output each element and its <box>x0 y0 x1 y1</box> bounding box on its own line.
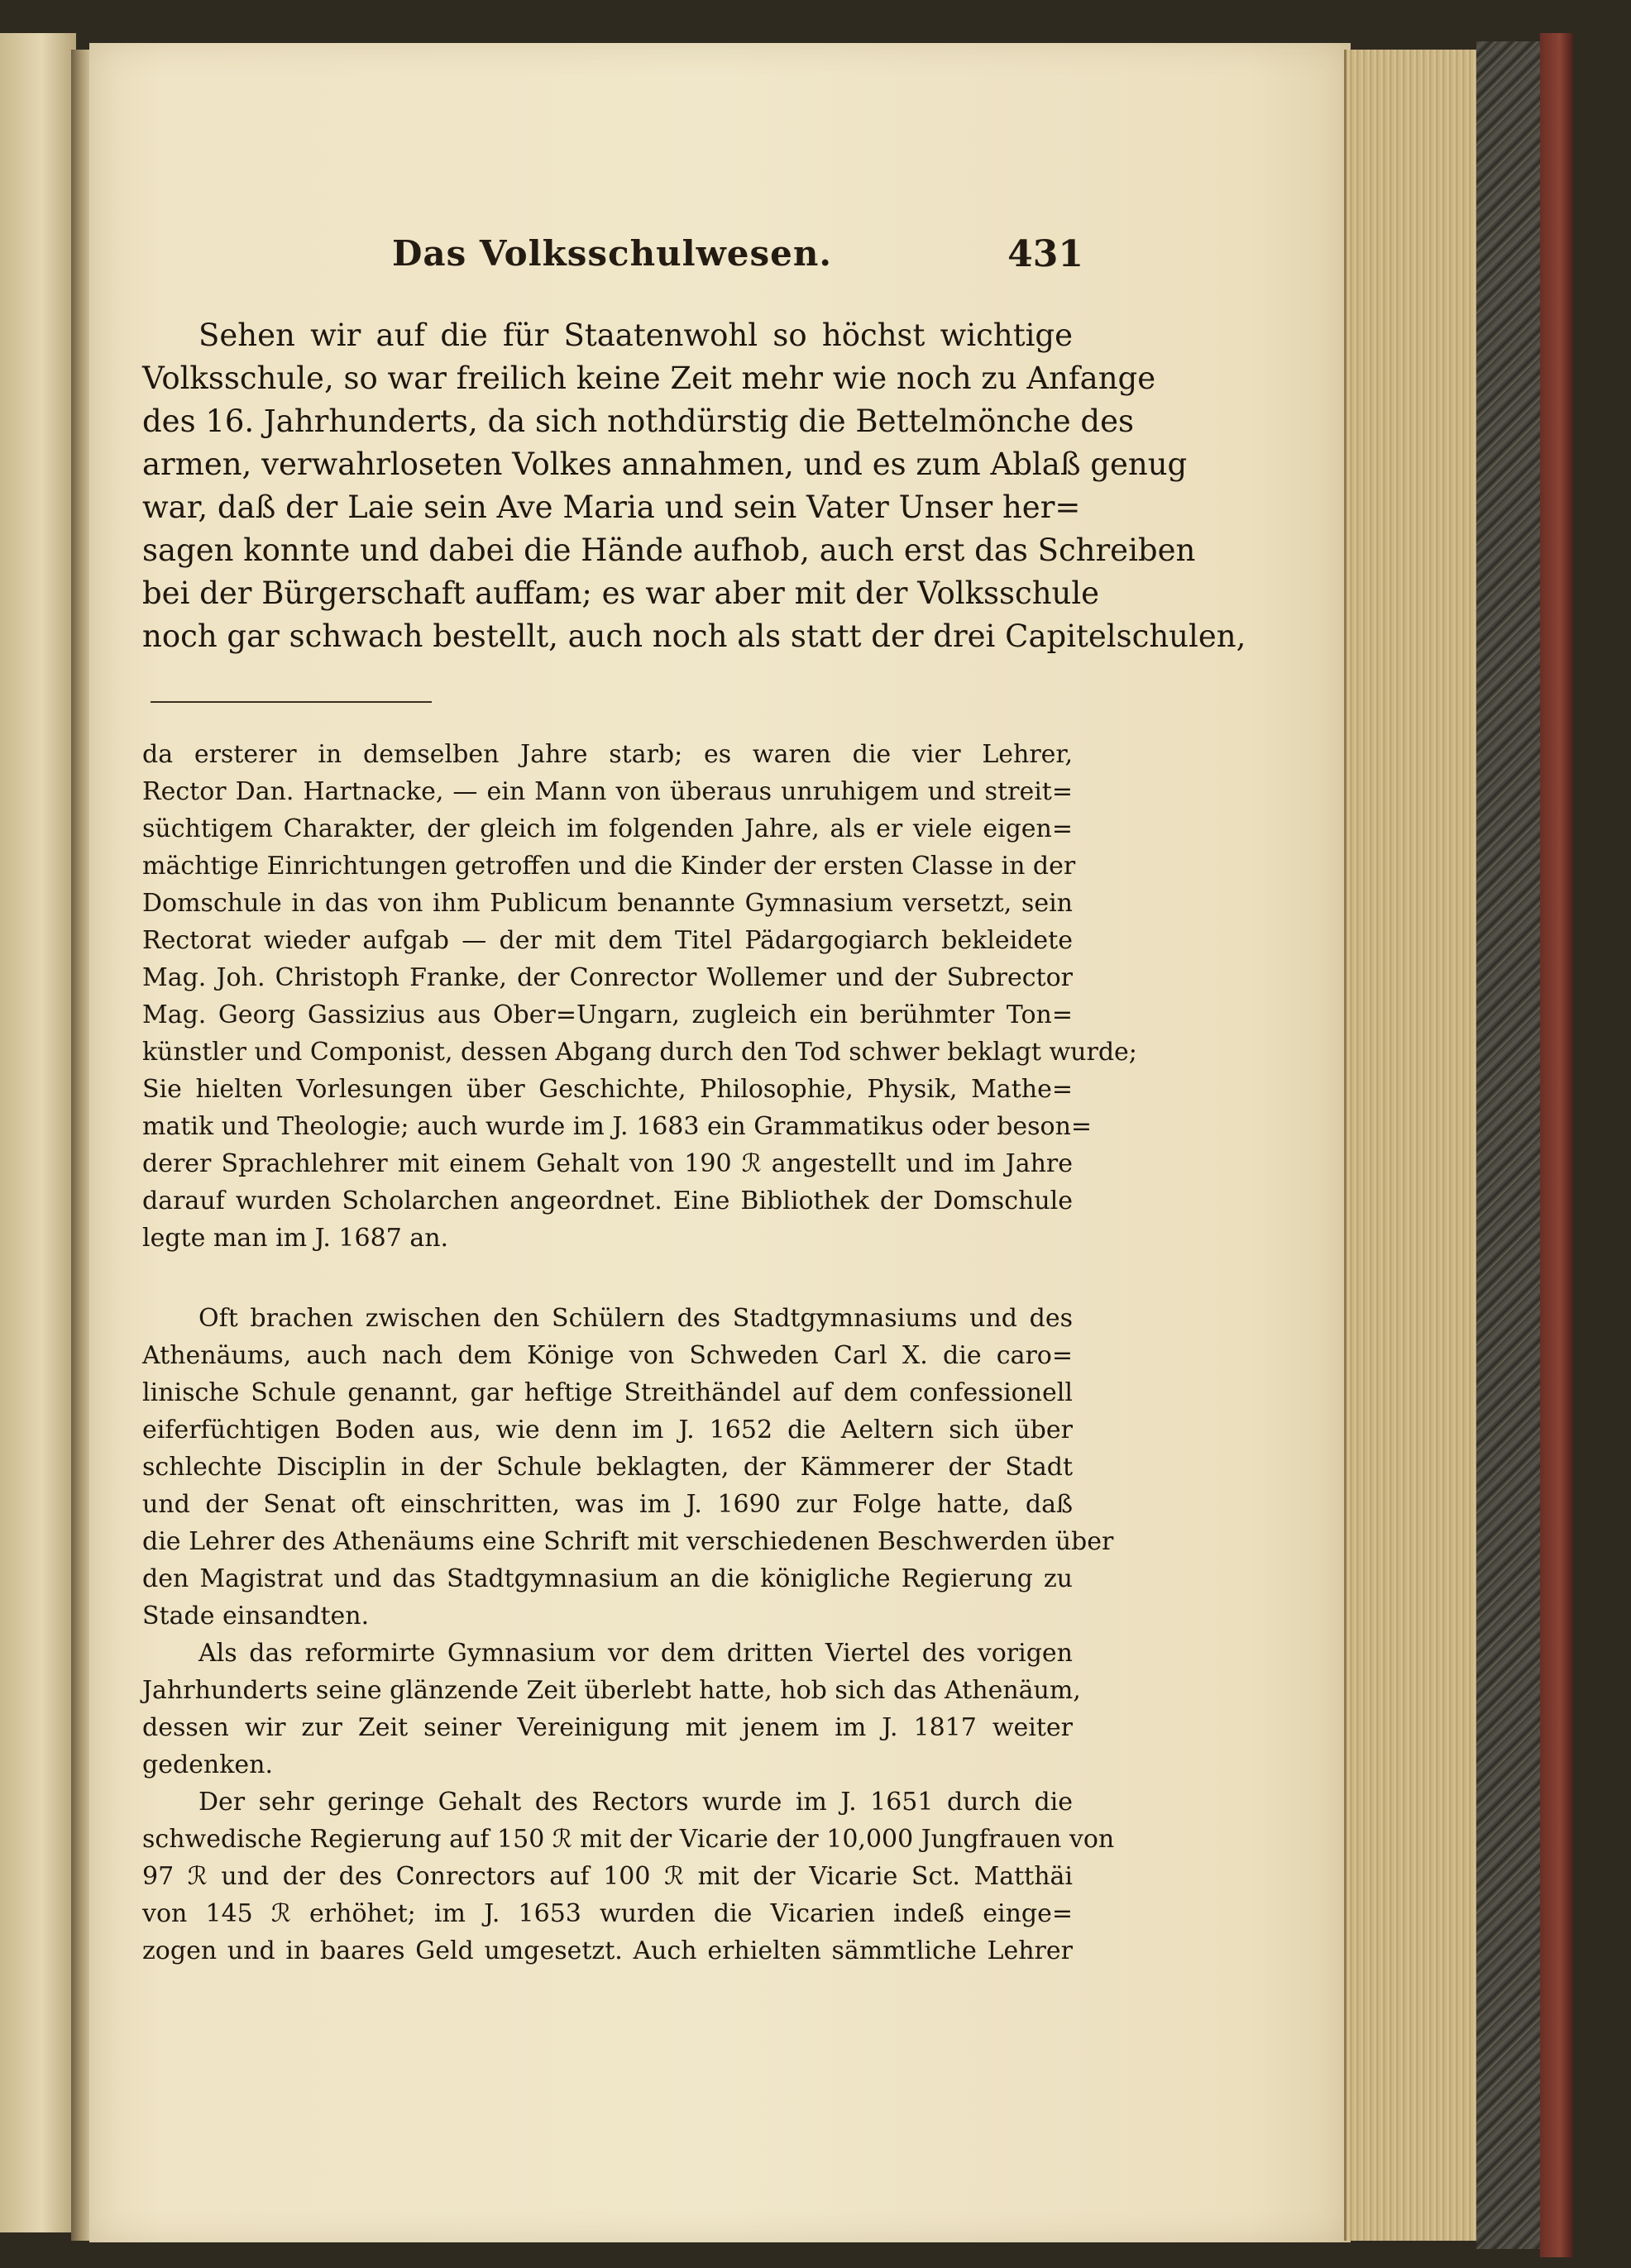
footnote-line: süchtigem Charakter, der gleich im folgenden Jahre, als er viele eigen= <box>142 814 1073 843</box>
text-line: Sehen wir auf die für Staatenwohl so höchst wichtige <box>198 318 1073 353</box>
footnote-line: da ersterer in demselben Jahre starb; es waren die vier Lehrer, <box>142 740 1073 769</box>
footnote-line: derer Sprachlehrer mit einem Gehalt von 190 ℛ angestellt und im Jahre <box>142 1149 1073 1178</box>
marbled-cover-edge <box>1476 41 1543 2249</box>
text-line: die Lehrer des Athenäums eine Schrift mit verschiedenen Beschwerden über <box>142 1527 1114 1556</box>
text-line: dessen wir zur Zeit seiner Vereinigung mit jenem im J. 1817 weiter <box>142 1713 1073 1742</box>
text-line: armen, verwahrloseten Volkes annahmen, und es zum Ablaß genug <box>142 446 1188 482</box>
text-line: zogen und in baares Geld umgesetzt. Auch erhielten sämmtliche Lehrer <box>142 1936 1073 1965</box>
text-line: schwedische Regierung auf 150 ℛ mit der Vicarie der 10,000 Jungfrauen von <box>142 1825 1115 1854</box>
footnote-line: darauf wurden Scholarchen angeordnet. Eine Bibliothek der Domschule <box>142 1187 1073 1215</box>
text-line: noch gar schwach bestellt, auch noch als statt der drei Capitelschulen, <box>142 618 1246 654</box>
footnote-line: matik und Theologie; auch wurde im J. 1683 ein Grammatikus oder beson= <box>142 1112 1093 1141</box>
text-line: Der sehr geringe Gehalt des Rectors wurde im J. 1651 durch die <box>198 1788 1073 1817</box>
footnote-line: Mag. Joh. Christoph Franke, der Conrector Wollemer und der Subrector <box>142 963 1073 992</box>
page-number: 431 <box>1007 233 1083 275</box>
footnote-line: Domschule in das von ihm Publicum benannte Gymnasium versetzt, sein <box>142 889 1073 918</box>
text-line: Athenäums, auch nach dem Könige von Schweden Carl X. die caro= <box>142 1341 1073 1370</box>
page-edges <box>1344 50 1479 2241</box>
footnote-paragraph <box>142 736 1137 1257</box>
text-line: und der Senat oft einschritten, was im J. 1690 zur Folge hatte, daß <box>142 1490 1073 1519</box>
text-line: Volksschule, so war freilich keine Zeit mehr wie noch zu Anfange <box>142 360 1156 396</box>
text-line: den Magistrat und das Stadtgymnasium an die königliche Regierung zu <box>142 1564 1073 1593</box>
lower-text <box>142 1300 1115 1970</box>
text-line: eiferfüchtigen Boden aus, wie denn im J. 1652 die Aeltern sich über <box>142 1416 1073 1444</box>
text-line: sagen konnte und dabei die Hände aufhob, auch erst das Schreiben <box>142 532 1196 568</box>
footnote-line: künstler und Componist, dessen Abgang durch den Tod schwer beklagt wurde; <box>142 1038 1137 1067</box>
text-line: des 16. Jahrhunderts, da sich nothdürstig die Bettelmönche des <box>142 403 1134 439</box>
footnote-line: Sie hielten Vorlesungen über Geschichte, Philosophie, Physik, Mathe= <box>142 1075 1073 1104</box>
running-title: Das Volksschulwesen. <box>392 233 832 274</box>
footnote-line: Rectorat wieder aufgab — der mit dem Titel Pädargogiarch bekleidete <box>142 926 1073 955</box>
footnote-line: legte man im J. 1687 an. <box>142 1224 449 1253</box>
cover-binding <box>1540 33 1573 2257</box>
footnote-separator <box>151 701 432 703</box>
paragraph <box>142 1635 1081 1783</box>
text-line: linische Schule genannt, gar heftige Streithändel auf dem confessionell <box>142 1378 1073 1407</box>
paragraph <box>142 1783 1115 1970</box>
footnote-line: Rector Dan. Hartnacke, — ein Mann von überaus unruhigem und streit= <box>142 777 1073 806</box>
text-line: Oft brachen zwischen den Schülern des Stadtgymnasiums und des <box>198 1304 1073 1333</box>
main-paragraph <box>142 314 1246 658</box>
paragraph <box>142 1300 1114 1635</box>
footnote-line: Mag. Georg Gassizius aus Ober=Ungarn, zugleich ein berühmter Ton= <box>142 1000 1073 1029</box>
text-line: schlechte Disciplin in der Schule beklagten, der Kämmerer der Stadt <box>142 1453 1073 1482</box>
text-line: Stade einsandten. <box>142 1602 370 1631</box>
footnote-line: mächtige Einrichtungen getroffen und die Kinder der ersten Classe in der <box>142 852 1076 881</box>
left-page-edge <box>0 33 76 2232</box>
running-header <box>149 233 1083 283</box>
text-line: war, daß der Laie sein Ave Maria und sein Vater Unser her= <box>142 489 1081 525</box>
text-line: 97 ℛ und der des Conrectors auf 100 ℛ mit der Vicarie Sct. Matthäi <box>142 1862 1073 1891</box>
text-line: Als das reformirte Gymnasium vor dem dritten Viertel des vorigen <box>198 1639 1073 1668</box>
text-line: gedenken. <box>142 1750 274 1779</box>
text-line: von 145 ℛ erhöhet; im J. 1653 wurden die Vicarien indeß einge= <box>142 1899 1073 1928</box>
text-line: Jahrhunderts seine glänzende Zeit überlebt hatte, hob sich das Athenäum, <box>142 1676 1081 1705</box>
text-line: bei der Bürgerschaft auffam; es war aber mit der Volksschule <box>142 575 1100 611</box>
